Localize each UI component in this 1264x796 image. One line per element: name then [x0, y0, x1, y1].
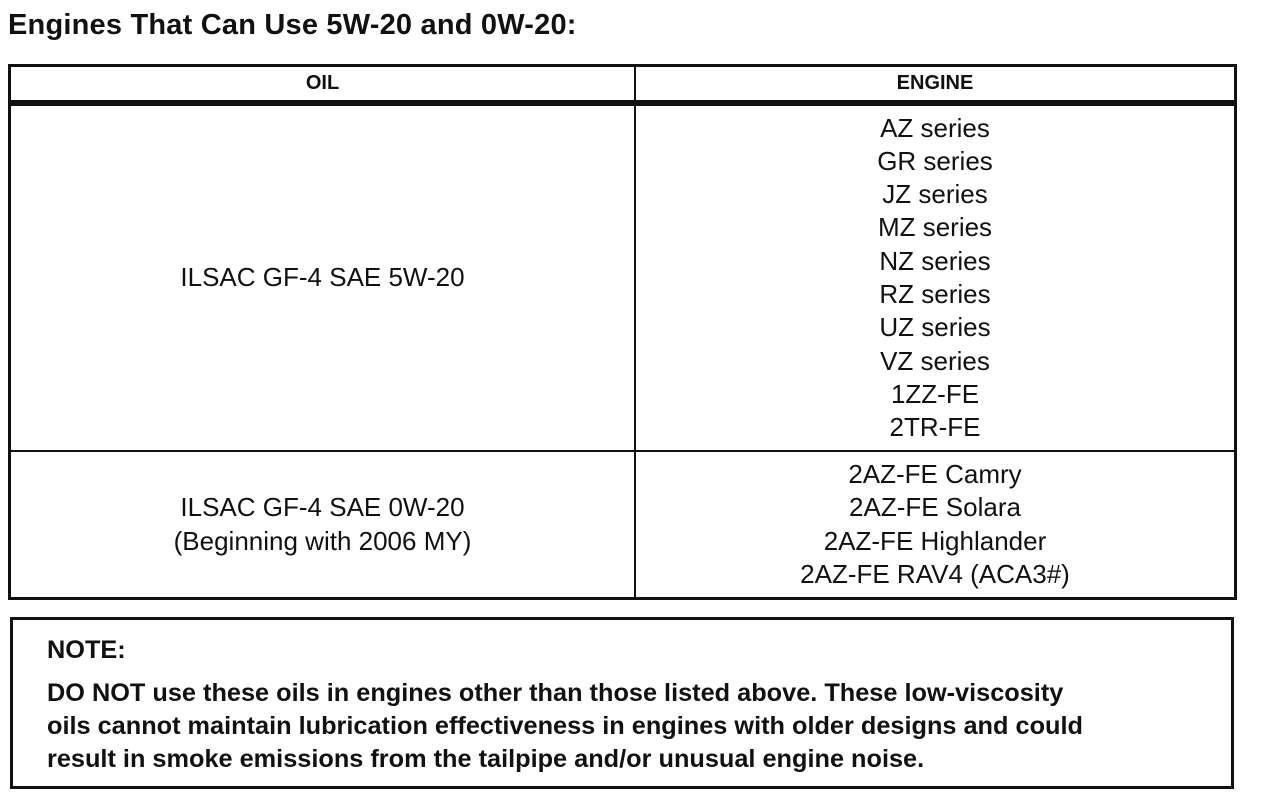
- engine-item: 2AZ-FE Camry: [848, 458, 1022, 489]
- engine-column-header: ENGINE: [635, 66, 1236, 104]
- engine-item: RZ series: [879, 279, 991, 309]
- note-line: result in smoke emissions from the tailpipe and/or unusual engine noise.: [47, 745, 925, 773]
- oil-spec-text: ILSAC GF-4 SAE 0W-20: [180, 492, 465, 523]
- note-box: [10, 617, 1234, 789]
- engine-item: JZ series: [882, 179, 988, 210]
- note-line: DO NOT use these oils in engines other than those listed above. These low-viscosity: [47, 679, 1064, 707]
- engine-item: 2AZ-FE Solara: [849, 492, 1021, 523]
- engine-item: NZ series: [879, 245, 991, 276]
- oil-spec-text: ILSAC GF-4 SAE 5W-20: [180, 262, 465, 293]
- oil-cell: [10, 103, 636, 451]
- engine-item: 2AZ-FE RAV4 (ACA3#): [800, 558, 1070, 589]
- note-line: oils cannot maintain lubrication effectiveness in engines with older designs and could: [47, 712, 1083, 740]
- oil-spec-qualifier: (Beginning with 2006 MY): [173, 525, 472, 556]
- engine-item: 1ZZ-FE: [890, 378, 980, 409]
- oil-column-header: OIL: [10, 66, 636, 104]
- engine-item: AZ series: [880, 112, 990, 143]
- engine-item: MZ series: [877, 212, 993, 243]
- table-row: [10, 451, 1236, 599]
- oil-engine-table: [8, 64, 1237, 600]
- note-heading: NOTE:: [47, 636, 126, 664]
- engine-item: VZ series: [880, 345, 990, 376]
- engine-item: UZ series: [879, 312, 991, 343]
- page-title: Engines That Can Use 5W-20 and 0W-20:: [8, 9, 577, 41]
- engine-cell: [635, 451, 1236, 599]
- note-body: [47, 677, 1211, 776]
- engine-item: 2AZ-FE Highlander: [823, 525, 1047, 556]
- table-row: [10, 103, 1236, 451]
- oil-cell: [10, 451, 636, 599]
- engine-cell: [635, 103, 1236, 451]
- engine-item: GR series: [877, 145, 993, 176]
- table-header-row: [10, 66, 1236, 104]
- engine-item: 2TR-FE: [889, 412, 981, 443]
